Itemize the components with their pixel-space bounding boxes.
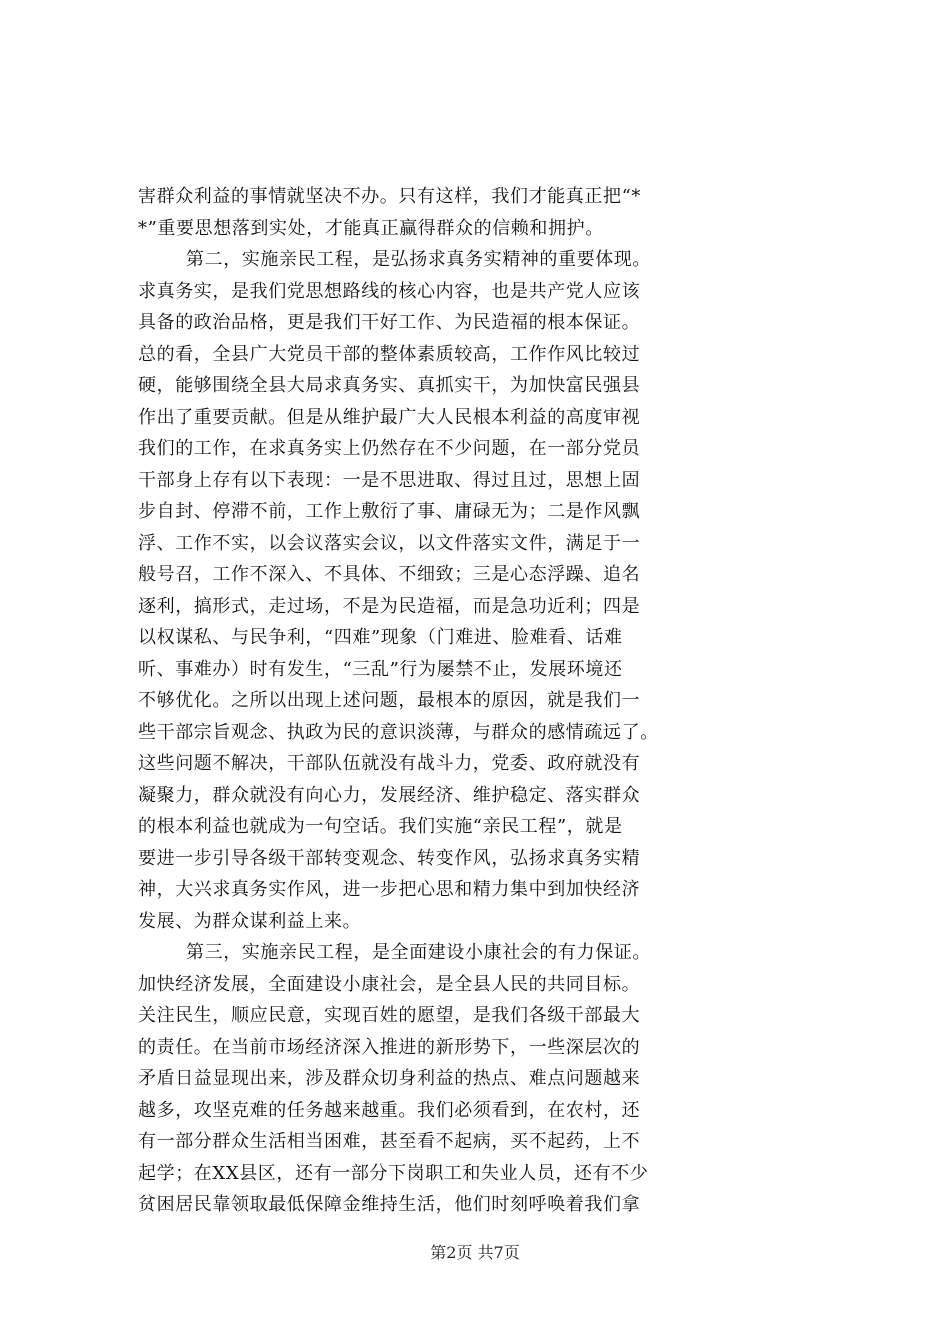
text-line: 步自封、停滞不前，工作上敷衍了事、庸碌无为；二是作风飘 <box>138 501 641 522</box>
document-body <box>138 181 838 1221</box>
paragraph-first-line: 第二，实施亲民工程，是弘扬求真务实精神的重要体现。 <box>186 249 651 270</box>
text-line: 越多，攻坚克难的任务越来越重。我们必须看到，在农村，还 <box>138 1099 641 1121</box>
text-line: 不够优化。之所以出现上述问题，最根本的原因，就是我们一 <box>138 690 641 711</box>
page-footer: 第2页 共7页 <box>430 1243 520 1262</box>
text-line: 以权谋私、与民争利，“四难”现象（门难进、脸难看、话难 <box>138 627 623 648</box>
text-line: 凝聚力，群众就没有向心力，发展经济、维护稳定、落实群众 <box>138 784 641 806</box>
text-line: 般号召，工作不深入、不具体、不细致；三是心态浮躁、追名 <box>138 564 641 585</box>
paragraph-first-line: 第三，实施亲民工程，是全面建设小康社会的有力保证。 <box>186 942 651 963</box>
text-line: 些干部宗旨观念、执政为民的意识淡薄，与群众的感情疏远了。 <box>138 721 659 743</box>
text-line: 发展、为群众谋利益上来。 <box>138 910 362 932</box>
text-line: 总的看，全县广大党员干部的整体素质较高，工作作风比较过 <box>138 343 641 365</box>
text-line: 逐利，搞形式，走过场，不是为民造福，而是急功近利；四是 <box>138 595 641 617</box>
text-line: 有一部分群众生活相当困难，甚至看不起病，买不起药，上不 <box>138 1131 641 1152</box>
text-line: 硬，能够围绕全县大局求真务实、真抓实干，为加快富民强县 <box>138 375 641 396</box>
text-line: 我们的工作，在求真务实上仍然存在不少问题，在一部分党员 <box>138 438 641 459</box>
text-line: 作出了重要贡献。但是从维护最广大人民根本利益的高度审视 <box>138 406 641 428</box>
text-line: 矛盾日益显现出来，涉及群众切身利益的热点、难点问题越来 <box>138 1068 641 1089</box>
text-line: 关注民生，顺应民意，实现百姓的愿望，是我们各级干部最大 <box>138 1005 641 1026</box>
text-line: 求真务实，是我们党思想路线的核心内容，也是共产党人应该 <box>138 280 641 302</box>
text-line: 要进一步引导各级干部转变观念、转变作风，弘扬求真务实精 <box>138 847 641 869</box>
text-line: 贫困居民靠领取最低保障金维持生活，他们时刻呼唤着我们拿 <box>138 1194 641 1215</box>
text-line: 具备的政治品格，更是我们干好工作、为民造福的根本保证。 <box>138 312 641 333</box>
text-line: 干部身上存有以下表现：一是不思进取、得过且过，思想上固 <box>138 469 641 491</box>
text-line: 加快经济发展，全面建设小康社会，是全县人民的共同目标。 <box>138 973 641 995</box>
text-line: 浮、工作不实，以会议落实会议，以文件落实文件，满足于一 <box>138 532 641 554</box>
text-line: 神，大兴求真务实作风，进一步把心思和精力集中到加快经济 <box>138 879 641 900</box>
text-line: 起学；在XX县区，还有一部分下岗职工和失业人员，还有不少 <box>138 1162 649 1184</box>
text-line: 的责任。在当前市场经济深入推进的新形势下，一些深层次的 <box>138 1036 641 1058</box>
text-line: 听、事难办）时有发生，“三乱”行为屡禁不止，发展环境还 <box>138 658 623 680</box>
text-line: 害群众利益的事情就坚决不办。只有这样，我们才能真正把“* <box>138 186 641 207</box>
text-line: 这些问题不解决，干部队伍就没有战斗力，党委、政府就没有 <box>138 753 641 774</box>
text-line: *”重要思想落到实处，才能真正赢得群众的信赖和拥护。 <box>138 217 604 239</box>
text-line: 的根本利益也就成为一句空话。我们实施“亲民工程”，就是 <box>138 816 623 837</box>
